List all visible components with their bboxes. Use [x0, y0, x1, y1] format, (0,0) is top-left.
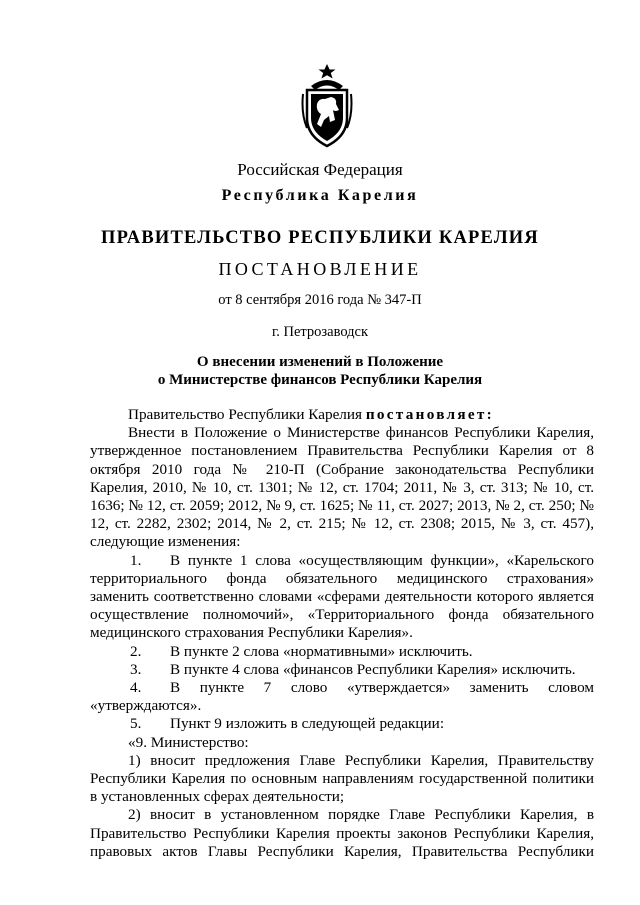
list-item	[90, 679, 594, 715]
list-item	[90, 661, 594, 679]
intro-paragraph: Внести в Положение о Министерстве финансов Республики Карелия, утвержденное постановлением Правительства Республики Карелия от 8 октября 2010 года № 210-П (Собрание законодательства Республики Карелия, 2010, № 10, ст. 1301; № 12, ст. 1704; 2011, № 3, ст. 313; № 10, ст. 1636; № 12, ст. 2059; 2012, № 9, ст. 1625; № 11, ст. 2027; 2013, № 2, ст. 250; № 12, ст. 2282, 2302; 2014, № 2, ст. 215; № 12, ст. 2308; 2015, № 3, ст. 457), следующие изменения:	[90, 424, 594, 551]
quote-heading: «9. Министерство:	[128, 733, 249, 751]
subject-line-1: О внесении изменений в Положение	[196, 354, 444, 370]
subitem-2: 2) вносит в установленном порядке Главе Республики Карелия, в Правительство Республики Карелия проекты законов Республики Карелия, правовых актов Главы Республики Карелия, Правительства Республики	[90, 806, 594, 860]
item-number: 2.	[130, 642, 142, 660]
preamble-text: Правительство Республики Карелия	[128, 406, 366, 423]
karelia-coat-of-arms-icon	[301, 64, 353, 148]
list-item	[90, 643, 594, 661]
subject-line-2: о Министерстве финансов Республики Карелия	[157, 372, 483, 388]
list-item	[90, 552, 594, 643]
item-text: Пункт 9 изложить в следующей редакции:	[170, 715, 445, 733]
document-city: г. Петрозаводск	[271, 324, 369, 340]
list-item	[90, 715, 594, 733]
government-name: ПРАВИТЕЛЬСТВО РЕСПУБЛИКИ КАРЕЛИЯ	[101, 228, 539, 248]
item-text: В пункте 1 слова «осуществляющим функции», «Карельского территориального фонда обязательного медицинского страхования» заменить соответственно словами «сферами деятельности которого является осуществление полномочий», «Территориального фонда обязательного медицинского страхования Республики Карелия».	[90, 551, 594, 642]
document-body	[90, 406, 594, 861]
item-number: 4.	[130, 679, 142, 697]
item-text: В пункте 2 слова «нормативными» исключить.	[170, 642, 473, 660]
item-text: В пункте 7 слово «утверждается» заменить словом «утверждаются».	[90, 679, 594, 715]
republic-name: Республика Карелия	[221, 187, 419, 204]
preamble-decree-word: постановляет:	[365, 406, 495, 423]
item-number: 3.	[130, 660, 142, 678]
document-subject	[0, 353, 640, 389]
item-text: В пункте 4 слова «финансов Республики Карелия» исключить.	[170, 660, 576, 678]
document-type: ПОСТАНОВЛЕНИЕ	[218, 259, 422, 279]
document-date: от 8 сентября 2016 года № 347-П	[218, 292, 422, 308]
country-name: Российская Федерация	[237, 160, 403, 179]
preamble	[90, 406, 594, 424]
item-number: 1.	[130, 551, 142, 569]
subitem-1: 1) вносит предложения Главе Республики Карелия, Правительству Республики Карелия по основным направлениям государственной политики в установленных сферах деятельности;	[90, 751, 594, 806]
item-number: 5.	[130, 715, 142, 733]
